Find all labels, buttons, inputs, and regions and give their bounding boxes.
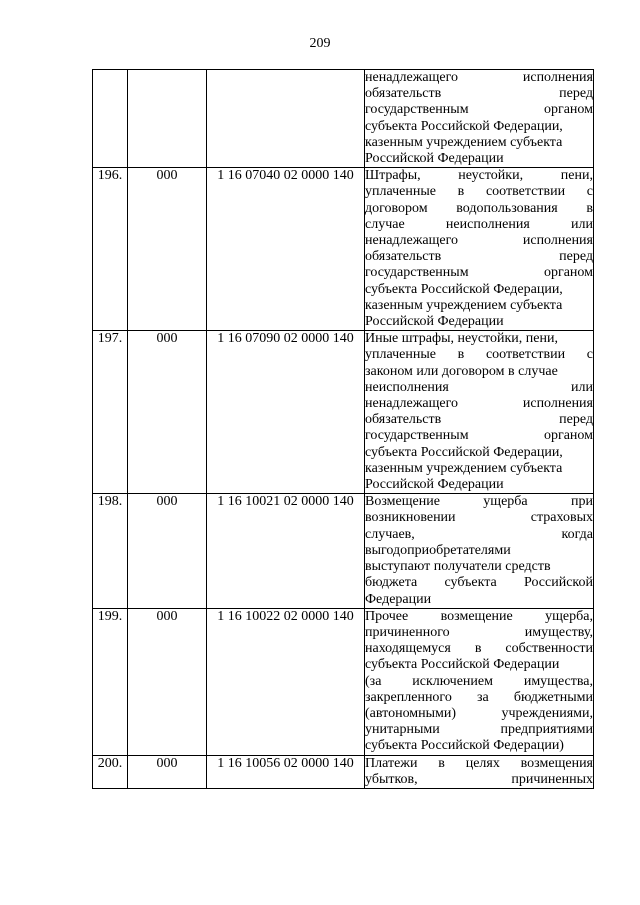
revenue-name-cell [365,494,594,608]
revenue-name-line [365,184,593,200]
revenue-name-word: субъекта Российской Федерации) [365,738,564,754]
table-row [93,331,594,494]
revenue-name-word: (за [365,673,382,689]
revenue-name-word: Федерации [365,591,432,607]
row-number: 200. [97,755,123,771]
revenue-name-word: бюджета [365,575,418,591]
row-number-cell [93,168,128,331]
revenue-name-word: целях [465,755,500,771]
revenue-name-word: причиненного [365,624,450,640]
revenue-name-word: казенным учреждением субъекта [365,297,563,313]
table-body [93,70,594,789]
revenue-name-line [365,657,593,673]
revenue-name-line [365,494,593,510]
revenue-name-word: находящемуся [365,641,451,657]
row-number: 196. [97,168,123,184]
revenue-name-cell [365,331,594,494]
revenue-name-word: ненадлежащего [365,70,459,85]
kbk-code: 1 16 10021 02 0000 140 [217,494,354,510]
revenue-name-word: неисполнения [365,379,449,395]
revenue-name-word: субъекта Российской Федерации, [365,444,563,460]
revenue-name-word: страховых [530,510,593,526]
revenue-name-word: субъекта [444,575,497,591]
revenue-name-word: Штрафы, [365,168,421,184]
revenue-name-word: обязательств [365,86,442,102]
revenue-name-word: перед [559,249,593,265]
revenue-name-line [365,477,593,493]
revenue-name-word: договором [365,200,428,216]
revenue-name-word: учреждениями, [501,705,593,721]
kbk-code-cell [207,168,365,331]
revenue-name-word: исключением [412,673,493,689]
table-row [93,494,594,608]
revenue-name-word: Прочее [365,608,409,624]
revenue-name-word: государственным [365,265,469,281]
revenue-name-word: соответствии [485,347,566,363]
kbk-code: 1 16 07040 02 0000 140 [217,168,354,184]
revenue-name-word: казенным учреждением субъекта [365,460,563,476]
revenue-name-word: уплаченные [365,184,436,200]
revenue-name-line [365,527,593,543]
revenue-name-word: пени, [560,168,593,184]
revenue-name-line [365,674,593,690]
kbk-code-cell [207,331,365,494]
revenue-name-word: в [457,347,465,363]
revenue-name-line [365,445,593,461]
revenue-name-line [365,543,593,559]
kbk-code: 1 16 10056 02 0000 140 [217,755,354,771]
admin-code: 000 [156,494,178,510]
table-row [93,755,594,788]
revenue-name-word: Иные штрафы, неустойки, пени, [365,331,558,347]
revenue-name-word: (автономными) [365,705,457,721]
revenue-name-word: Российской [524,575,593,591]
revenue-name-line [365,706,593,722]
revenue-name-word: при [571,494,593,510]
revenue-name-line [365,738,593,754]
revenue-name-cell [365,70,594,168]
revenue-name-word: государственным [365,102,469,118]
revenue-name-cell [365,168,594,331]
revenue-name-line [365,396,593,412]
revenue-name-line [365,461,593,477]
revenue-name-word: с [586,347,593,363]
revenue-name-line [365,119,593,135]
row-number-cell [93,608,128,755]
revenue-name-line [365,347,593,363]
row-number-cell [93,494,128,608]
revenue-name-word: субъекта Российской Федерации, [365,118,563,134]
revenue-name-cell [365,755,594,788]
revenue-name-line [365,298,593,314]
revenue-name-word: выступают получатели средств [365,559,551,575]
revenue-name-line [365,412,593,428]
kbk-code-cell [207,70,365,168]
revenue-name-word: закрепленного [365,689,452,705]
revenue-name-word: собственности [505,641,593,657]
admin-code-cell [128,331,207,494]
table-row [93,70,594,168]
revenue-name-word: ущерба, [545,608,593,624]
revenue-name-word: случаев, [365,526,415,542]
revenue-name-line [365,756,593,772]
row-number-cell [93,755,128,788]
revenue-name-line [365,135,593,151]
revenue-name-line [365,331,593,347]
admin-code: 000 [156,331,178,347]
revenue-name-word: субъекта Российской Федерации, [365,281,563,297]
revenue-name-word: Возмещение [365,494,440,510]
kbk-code: 1 16 07090 02 0000 140 [217,331,354,347]
revenue-name-line [365,102,593,118]
revenue-name-line [365,265,593,281]
revenue-name-line [365,380,593,396]
admin-code-cell [128,494,207,608]
revenue-name-word: за [477,689,489,705]
revenue-name-word: обязательств [365,412,442,428]
kbk-code-cell [207,494,365,608]
revenue-name-word: предприятиями [500,722,593,738]
kbk-code-cell [207,608,365,755]
revenue-name-word: в [438,755,445,771]
revenue-name-word: уплаченные [365,347,436,363]
revenue-name-word: перед [559,86,593,102]
admin-code: 000 [156,608,178,624]
revenue-name-word: субъекта Российской Федерации [365,657,560,673]
revenue-name-line [365,559,593,575]
revenue-name-line [365,151,593,167]
admin-code-cell [128,168,207,331]
revenue-name-word: бюджетными [513,689,593,705]
revenue-name-word: случае [365,216,405,232]
row-number: 199. [97,608,123,624]
revenue-name-word: законом или договором в случае [365,363,558,379]
revenue-name-word: перед [559,412,593,428]
revenue-name-word: выгодоприобретателями [365,542,511,558]
revenue-name-line [365,249,593,265]
revenue-name-word: убытков, [365,771,418,787]
revenue-name-line [365,217,593,233]
revenue-name-word: Российской Федерации [365,151,504,167]
revenue-name-line [365,282,593,298]
revenue-name-line [365,70,593,86]
revenue-name-word: неустойки, [458,168,524,184]
page-number: 209 [309,36,331,51]
revenue-name-word: ненадлежащего [365,233,459,249]
revenue-name-line [365,772,593,788]
revenue-name-line [365,609,593,625]
revenue-name-word: в [457,184,465,200]
revenue-name-line [365,86,593,102]
revenue-name-line [365,575,593,591]
table-row [93,608,594,755]
revenue-name-line [365,364,593,380]
revenue-name-word: возникновении [365,510,456,526]
revenue-name-word: Российской Федерации [365,314,504,330]
admin-code-cell [128,70,207,168]
admin-code: 000 [156,755,178,771]
revenue-name-word: когда [561,526,593,542]
revenue-name-line [365,510,593,526]
revenue-name-line [365,428,593,444]
revenue-name-word: исполнения [522,396,593,412]
revenue-name-word: неисполнения [445,216,530,232]
revenue-name-word: унитарными [365,722,440,738]
revenue-name-word: органом [543,428,593,444]
revenue-name-word: с [586,184,593,200]
revenue-name-word: ущерба [483,494,528,510]
revenue-name-word: исполнения [522,233,593,249]
revenue-name-word: Платежи [365,755,418,771]
revenue-name-line [365,625,593,641]
revenue-name-word: в [586,200,593,216]
admin-code-cell [128,755,207,788]
revenue-name-line [365,690,593,706]
revenue-name-word: органом [543,102,593,118]
revenue-name-line [365,592,593,608]
kbk-code-cell [207,755,365,788]
revenue-name-word: возмещение [440,608,513,624]
revenue-name-line [365,233,593,249]
revenue-name-word: обязательств [365,249,442,265]
revenue-name-word: соответствии [485,184,566,200]
revenue-name-line [365,201,593,217]
revenue-name-word: причиненных [511,771,593,787]
revenue-name-word: казенным учреждением субъекта [365,134,563,150]
kbk-code: 1 16 10022 02 0000 140 [217,608,354,624]
row-number: 198. [97,494,123,510]
revenue-name-line [365,168,593,184]
row-number-cell [93,70,128,168]
revenue-name-word: ненадлежащего [365,396,459,412]
revenue-name-cell [365,608,594,755]
budget-revenue-table [92,69,594,789]
revenue-name-line [365,314,593,330]
revenue-name-word: или [571,379,593,395]
revenue-name-word: государственным [365,428,469,444]
revenue-name-word: Российской Федерации [365,477,504,493]
revenue-name-word: возмещения [520,755,593,771]
revenue-name-word: имуществу, [524,624,593,640]
revenue-name-line [365,641,593,657]
revenue-name-word: или [571,216,593,232]
admin-code-cell [128,608,207,755]
revenue-name-word: исполнения [522,70,593,85]
revenue-name-line [365,722,593,738]
admin-code: 000 [156,168,178,184]
revenue-name-word: органом [543,265,593,281]
table-row [93,168,594,331]
revenue-name-word: имущества, [523,673,593,689]
row-number: 197. [97,331,123,347]
row-number-cell [93,331,128,494]
revenue-name-word: в [474,641,482,657]
revenue-name-word: водопользования [456,200,558,216]
